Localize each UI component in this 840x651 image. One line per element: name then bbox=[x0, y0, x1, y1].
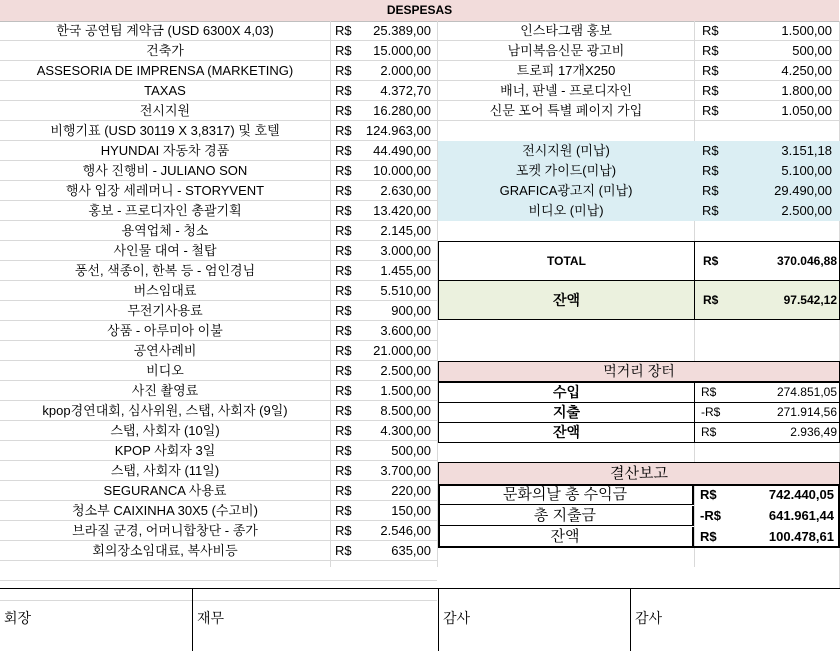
right-expense-row bbox=[0, 81, 840, 101]
unpaid-row bbox=[0, 141, 840, 161]
balance-currency: R$ bbox=[703, 293, 719, 307]
expense-label: 용역업체 - 청소 bbox=[121, 223, 209, 238]
expense-amount: 5.510,00 bbox=[380, 283, 431, 298]
row-gridline bbox=[0, 560, 437, 561]
total-box bbox=[438, 241, 840, 281]
expense-amount: 16.280,00 bbox=[373, 103, 431, 118]
expense-currency: R$ bbox=[335, 523, 352, 538]
expense-label: 비디오 bbox=[146, 363, 184, 378]
expense-label: 사인물 대여 - 철탑 bbox=[113, 243, 217, 258]
unpaid-label: GRAFICA광고지 (미납) bbox=[499, 183, 633, 198]
expense-amount: 2.546,00 bbox=[380, 523, 431, 538]
right-expense-amount: 1.500,00 bbox=[781, 23, 832, 38]
food-market-row bbox=[438, 402, 840, 423]
unpaid-currency: R$ bbox=[702, 143, 719, 158]
expense-amount: 124.963,00 bbox=[365, 123, 431, 138]
unpaid-row bbox=[0, 201, 840, 221]
expense-label: 행사 입장 세레머니 - STORYVENT bbox=[65, 183, 265, 198]
right-expense-label: 트로피 17개X250 bbox=[516, 63, 616, 78]
expense-currency: R$ bbox=[335, 363, 352, 378]
expense-label: KPOP 사회자 3일 bbox=[114, 443, 216, 458]
signature-auditor-1: 감사 bbox=[438, 588, 630, 651]
expense-amount: 21.000,00 bbox=[373, 343, 431, 358]
expense-label: 회의장소임대료, 복사비등 bbox=[92, 543, 238, 558]
expense-currency: R$ bbox=[335, 23, 352, 38]
expense-amount: 25.389,00 bbox=[373, 23, 431, 38]
settlement-amount: 641.961,44 bbox=[768, 508, 834, 523]
expense-currency: R$ bbox=[335, 323, 352, 338]
expense-label: 사진 촬영료 bbox=[131, 383, 199, 398]
balance-label: 잔액 bbox=[439, 281, 695, 319]
settlement-currency: R$ bbox=[700, 529, 717, 544]
right-expense-row bbox=[0, 61, 840, 81]
expense-amount: 8.500,00 bbox=[380, 403, 431, 418]
balance-box bbox=[438, 280, 840, 320]
expense-amount: 150,00 bbox=[391, 503, 431, 518]
expense-currency: R$ bbox=[335, 223, 352, 238]
expense-amount: 2.145,00 bbox=[380, 223, 431, 238]
expense-currency: R$ bbox=[335, 423, 352, 438]
expense-amount: 220,00 bbox=[391, 483, 431, 498]
unpaid-row bbox=[0, 161, 840, 181]
expense-currency: R$ bbox=[335, 463, 352, 478]
expense-label: 상품 - 아루미아 이불 bbox=[107, 323, 223, 338]
food-market-amount: 2.936,49 bbox=[790, 425, 837, 439]
expense-amount: 3.600,00 bbox=[380, 323, 431, 338]
expense-currency: R$ bbox=[335, 263, 352, 278]
total-currency: R$ bbox=[703, 254, 719, 268]
expense-amount: 500,00 bbox=[391, 443, 431, 458]
expense-row bbox=[0, 321, 840, 341]
expense-currency: R$ bbox=[335, 503, 352, 518]
expense-amount: 635,00 bbox=[391, 543, 431, 558]
food-market-amount: 274.851,05 bbox=[776, 385, 837, 399]
row-gridline bbox=[438, 120, 840, 121]
food-market-currency: R$ bbox=[701, 425, 717, 439]
expense-currency: R$ bbox=[335, 243, 352, 258]
food-market-label: 잔액 bbox=[439, 423, 695, 442]
expense-amount: 3.000,00 bbox=[380, 243, 431, 258]
food-market-label: 수입 bbox=[439, 383, 695, 402]
expense-currency: R$ bbox=[335, 183, 352, 198]
right-expense-currency: R$ bbox=[702, 63, 719, 78]
unpaid-row bbox=[0, 181, 840, 201]
settlement-label: 문화의날 총 수익금 bbox=[438, 485, 694, 505]
settlement-currency: -R$ bbox=[700, 508, 721, 523]
balance-amount: 97.542,12 bbox=[783, 293, 837, 307]
expense-currency: R$ bbox=[335, 63, 352, 78]
expense-currency: R$ bbox=[335, 283, 352, 298]
right-expense-label: 남미복음신문 광고비 bbox=[507, 43, 625, 58]
expense-label: 비행기표 (USD 30119 X 3,8317) 및 호텔 bbox=[50, 123, 280, 138]
expense-label: 공연사례비 bbox=[133, 343, 197, 358]
food-market-row bbox=[438, 422, 840, 443]
unpaid-label: 포켓 가이드(미납) bbox=[515, 163, 617, 178]
food-market-title-box bbox=[438, 361, 840, 382]
total-label: TOTAL bbox=[439, 242, 695, 280]
expense-currency: R$ bbox=[335, 443, 352, 458]
expense-label: 한국 공연팀 계약금 (USD 6300X 4,03) bbox=[56, 23, 274, 38]
right-expense-amount: 4.250,00 bbox=[781, 63, 832, 78]
expense-amount: 15.000,00 bbox=[373, 43, 431, 58]
expense-currency: R$ bbox=[335, 203, 352, 218]
right-expense-amount: 1.050,00 bbox=[781, 103, 832, 118]
food-market-row bbox=[438, 382, 840, 403]
expense-label: HYUNDAI 자동차 경품 bbox=[100, 143, 230, 158]
right-expense-label: 신문 포어 특별 페이지 가입 bbox=[489, 103, 643, 118]
sheet-title: DESPESAS bbox=[0, 0, 839, 22]
expense-row bbox=[0, 221, 840, 241]
food-market-currency: R$ bbox=[701, 385, 717, 399]
expense-label: 전시지원 bbox=[139, 103, 191, 118]
unpaid-amount: 3.151,18 bbox=[781, 143, 832, 158]
settlement-row bbox=[438, 485, 840, 506]
expense-amount: 3.700,00 bbox=[380, 463, 431, 478]
settlement-label: 잔액 bbox=[438, 527, 694, 547]
right-expense-row bbox=[0, 41, 840, 61]
settlement-title-box bbox=[438, 462, 840, 485]
expense-label: ASSESORIA DE IMPRENSA (MARKETING) bbox=[36, 63, 294, 78]
expense-amount: 1.500,00 bbox=[380, 383, 431, 398]
expense-label: 건축가 bbox=[146, 43, 184, 58]
right-expense-currency: R$ bbox=[702, 103, 719, 118]
unpaid-amount: 5.100,00 bbox=[781, 163, 832, 178]
expense-label: 무전기사용료 bbox=[127, 303, 203, 318]
food-market-currency: -R$ bbox=[701, 405, 721, 419]
settlement-currency: R$ bbox=[700, 487, 717, 502]
expense-label: 풍선, 색종이, 한복 등 - 엄인경님 bbox=[74, 263, 256, 278]
food-market-label: 지출 bbox=[439, 403, 695, 422]
right-expense-row bbox=[0, 101, 840, 121]
unpaid-currency: R$ bbox=[702, 183, 719, 198]
expense-currency: R$ bbox=[335, 403, 352, 418]
expense-currency: R$ bbox=[335, 43, 352, 58]
expense-label: 스탭, 사회자 (11일) bbox=[110, 463, 220, 478]
expense-currency: R$ bbox=[335, 123, 352, 138]
expense-amount: 2.500,00 bbox=[380, 363, 431, 378]
expense-amount: 10.000,00 bbox=[373, 163, 431, 178]
settlement-amount: 742.440,05 bbox=[768, 487, 834, 502]
expense-amount: 2.000,00 bbox=[380, 63, 431, 78]
unpaid-currency: R$ bbox=[702, 163, 719, 178]
expense-amount: 4.300,00 bbox=[380, 423, 431, 438]
unpaid-currency: R$ bbox=[702, 203, 719, 218]
right-expense-label: 인스타그램 홍보 bbox=[520, 23, 612, 38]
expense-amount: 4.372,70 bbox=[380, 83, 431, 98]
signature-president: 회장 bbox=[4, 610, 32, 626]
expense-currency: R$ bbox=[335, 543, 352, 558]
unpaid-label: 전시지원 (미납) bbox=[522, 143, 610, 158]
right-expense-label: 배너, 판넬 - 프로디자인 bbox=[500, 83, 632, 98]
right-expense-currency: R$ bbox=[702, 43, 719, 58]
expense-currency: R$ bbox=[335, 383, 352, 398]
expense-currency: R$ bbox=[335, 483, 352, 498]
right-expense-currency: R$ bbox=[702, 23, 719, 38]
settlement-label: 총 지출금 bbox=[438, 506, 694, 526]
signature-treasurer: 재무 bbox=[192, 588, 438, 651]
expense-label: TAXAS bbox=[144, 83, 186, 98]
unpaid-amount: 29.490,00 bbox=[774, 183, 832, 198]
expense-currency: R$ bbox=[335, 103, 352, 118]
expense-row bbox=[0, 441, 840, 461]
expense-currency: R$ bbox=[335, 143, 352, 158]
expense-label: 버스임대료 bbox=[133, 283, 197, 298]
expense-currency: R$ bbox=[335, 303, 352, 318]
settlement-row bbox=[438, 506, 840, 527]
expense-label: SEGURANCA 사용료 bbox=[103, 483, 227, 498]
expense-label: 행사 진행비 - JULIANO SON bbox=[82, 163, 248, 178]
right-expense-amount: 1.800,00 bbox=[781, 83, 832, 98]
expense-label: 청소부 CAIXINHA 30X5 (수고비) bbox=[72, 503, 258, 518]
total-amount: 370.046,88 bbox=[776, 254, 837, 268]
expense-row bbox=[0, 341, 840, 361]
row-gridline bbox=[0, 580, 437, 581]
expense-label: 브라질 군경, 어머니합창단 - 종가 bbox=[72, 523, 258, 538]
unpaid-amount: 2.500,00 bbox=[781, 203, 832, 218]
expense-label: kpop경연대회, 심사위원, 스탭, 사회자 (9일) bbox=[42, 403, 288, 418]
settlement-amount: 100.478,61 bbox=[768, 529, 834, 544]
right-expense-row bbox=[0, 21, 840, 41]
expense-currency: R$ bbox=[335, 343, 352, 358]
unpaid-label: 비디오 (미납) bbox=[528, 203, 604, 218]
expense-currency: R$ bbox=[335, 163, 352, 178]
right-expense-currency: R$ bbox=[702, 83, 719, 98]
expense-amount: 2.630,00 bbox=[380, 183, 431, 198]
expense-amount: 13.420,00 bbox=[373, 203, 431, 218]
settlement-row bbox=[438, 527, 840, 548]
expense-label: 스탭, 사회자 (10일) bbox=[110, 423, 220, 438]
right-expense-amount: 500,00 bbox=[792, 43, 832, 58]
signature-auditor-2: 감사 bbox=[630, 588, 840, 651]
food-market-title: 먹거리 장터 bbox=[603, 363, 675, 379]
settlement-title: 결산보고 bbox=[610, 465, 668, 482]
expense-amount: 900,00 bbox=[391, 303, 431, 318]
food-market-amount: 271.914,56 bbox=[776, 405, 837, 419]
expense-currency: R$ bbox=[335, 83, 352, 98]
expense-amount: 1.455,00 bbox=[380, 263, 431, 278]
expense-label: 홍보 - 프로디자인 총괄기획 bbox=[88, 203, 242, 218]
expense-amount: 44.490,00 bbox=[373, 143, 431, 158]
expense-row bbox=[0, 121, 840, 141]
